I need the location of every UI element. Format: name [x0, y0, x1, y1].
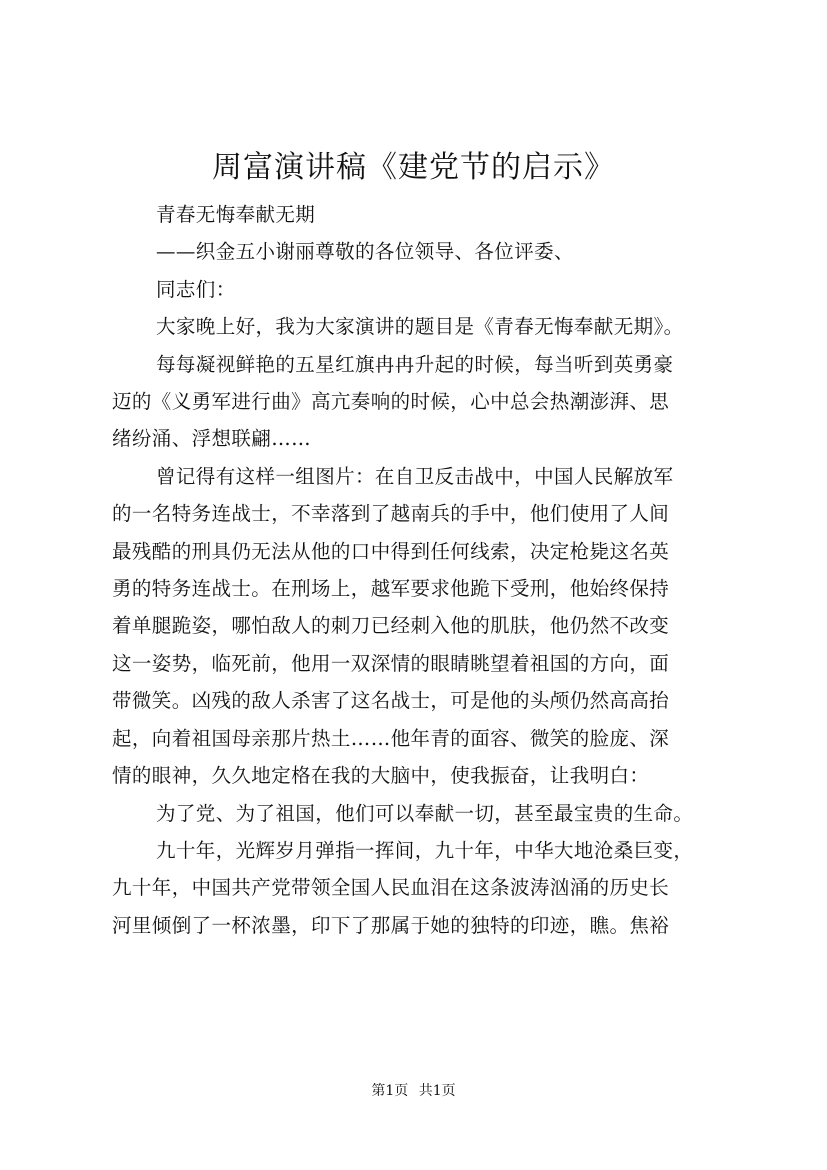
body-line: 为了党、为了祖国，他们可以奉献一切，甚至最宝贵的生命。 [156, 801, 694, 825]
body-line: 同志们： [156, 277, 236, 301]
body-line: 河里倾倒了一杯浓墨，印下了那属于她的独特的印迹，瞧。焦裕 [112, 913, 670, 937]
body-line: 每每凝视鲜艳的五星红旗冉冉升起的时候，每当听到英勇豪 [156, 352, 674, 376]
body-line: 起，向着祖国母亲那片热土……他年青的面容、微笑的脸庞、深 [112, 726, 670, 750]
body-line: 大家晚上好，我为大家演讲的题目是《青春无悔奉献无期》。 [156, 315, 684, 339]
body-line: 青春无悔奉献无期 [156, 203, 316, 226]
body-line: 最残酷的刑具仍无法从他的口中得到任何线索，决定枪毙这名英 [112, 539, 670, 563]
body-line: 绪纷涌、浮想联翩…… [112, 427, 312, 451]
page-total: 共1页 [418, 1083, 456, 1099]
page-title: 周富演讲稿《建党节的启示》 [212, 150, 615, 185]
document-body [112, 196, 732, 944]
body-line: ——织金五小谢丽尊敬的各位领导、各位评委、 [156, 240, 574, 264]
body-line: 这一姿势，临死前，他用一双深情的眼睛眺望着祖国的方向，面 [112, 651, 670, 675]
body-line: 情的眼神，久久地定格在我的大脑中，使我振奋，让我明白： [112, 764, 650, 788]
body-line: 的一名特务连战士，不幸落到了越南兵的手中，他们使用了人间 [112, 502, 670, 526]
body-line: 九十年，中国共产党带领全国人民血泪在这条波涛汹涌的历史长 [112, 876, 670, 900]
body-line: 九十年，光辉岁月弹指一挥间，九十年，中华大地沧桑巨变， [156, 838, 694, 862]
body-line: 曾记得有这样一组图片：在自卫反击战中，中国人民解放军 [156, 464, 674, 488]
body-line: 着单腿跪姿，哪怕敌人的刺刀已经刺入他的肌肤，他仍然不改变 [112, 614, 670, 638]
page-number: 第1页 [371, 1083, 409, 1099]
body-line: 勇的特务连战士。在刑场上，越军要求他跪下受刑，他始终保持 [112, 577, 670, 601]
page-footer [0, 1081, 827, 1101]
body-line: 迈的《义勇军进行曲》高亢奏响的时候，心中总会热潮澎湃、思 [112, 390, 670, 414]
body-line: 带微笑。凶残的敌人杀害了这名战士，可是他的头颅仍然高高抬 [112, 689, 670, 713]
